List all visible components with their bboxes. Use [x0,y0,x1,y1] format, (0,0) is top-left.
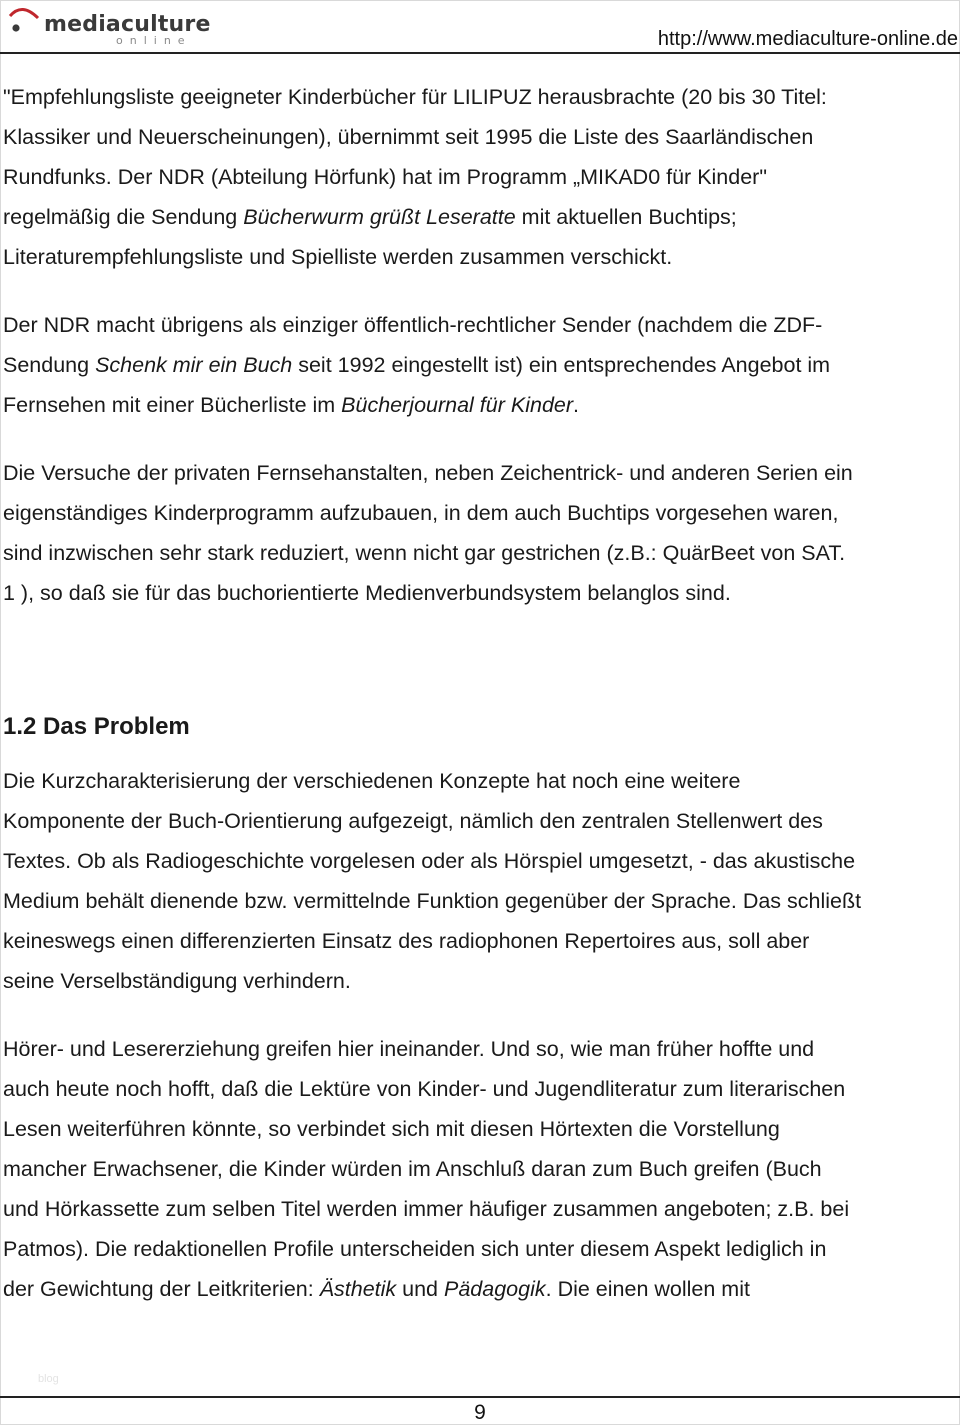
text-segment: Die Kurzcharakterisierung der verschiedenen Konzepte hat noch eine weitere [3,769,741,793]
watermark-text: blog [38,1373,59,1385]
text-segment: seit 1992 eingestellt ist) ein entsprechendes Angebot im [292,353,831,377]
text-line [3,1029,959,1069]
text-segment: Patmos). Die redaktionellen Profile unterscheiden sich unter diesem Aspekt lediglich in [3,1237,827,1261]
logo-mark-icon [8,4,48,48]
text-segment: regelmäßig die Sendung [3,205,244,229]
intro-paragraphs [3,77,959,613]
text-segment: Literaturempfehlungsliste und Spielliste werden zusammen verschickt. [3,245,673,269]
text-segment: Lesen weiterführen könnte, so verbindet sich mit diesen Hörtexten die Vorstellung [3,1117,780,1141]
text-segment: Der NDR macht übrigens als einziger öffentlich-rechtlicher Sender (nachdem die ZDF- [3,313,823,337]
text-line [3,881,959,921]
text-segment: der Gewichtung der Leitkriterien: [3,1277,320,1301]
text-line [3,197,959,237]
text-segment: Klassiker und Neuerscheinungen), übernimmt seit 1995 die Liste des Saarländischen [3,125,814,149]
page-number: 9 [474,1401,486,1424]
text-segment: 1 ), so daß sie für das buchorientierte Medienverbundsystem belanglos sind. [3,581,731,605]
text-segment: keineswegs einen differenzierten Einsatz des radiophonen Repertoires aus, soll aber [3,929,810,953]
text-segment: . Die einen wollen mit [545,1277,750,1301]
page-header [0,0,960,56]
italic-title: Bücherwurm grüßt Leseratte [243,205,516,229]
italic-title: Schenk mir ein Buch [95,353,293,377]
text-line [3,1189,959,1229]
footer-divider [0,1396,960,1398]
text-line [3,493,959,533]
logo-subtitle: online [116,34,192,47]
paragraph [3,77,959,277]
text-line [3,1069,959,1109]
italic-title: Bücherjournal für Kinder [341,393,574,417]
text-segment: seine Verselbständigung verhindern. [3,969,351,993]
text-line [3,385,959,425]
text-line [3,157,959,197]
text-line [3,453,959,493]
text-segment: auch heute noch hofft, daß die Lektüre von Kinder- und Jugendliteratur zum literarischen [3,1077,846,1101]
text-line [3,961,959,1001]
text-line [3,305,959,345]
text-segment: Hörer- und Lesererziehung greifen hier ineinander. Und so, wie man früher hoffte und [3,1037,815,1061]
text-segment: und Hörkassette zum selben Titel werden immer häufiger zusammen angeboten; z.B. bei [3,1197,850,1221]
paragraph [3,1029,959,1309]
text-line [3,921,959,961]
text-segment: sind inzwischen sehr stark reduziert, wenn nicht gar gestrichen (z.B.: QuärBeet von SAT. [3,541,846,565]
header-divider [0,52,960,54]
paragraph [3,453,959,613]
text-segment: Medium behält dienende bzw. vermittelnde Funktion gegenüber der Sprache. Das schließt [3,889,862,913]
text-line [3,801,959,841]
text-line [3,761,959,801]
paragraph [3,305,959,425]
text-segment: eigenständiges Kinderprogramm aufzubauen, in dem auch Buchtips vorgesehen waren, [3,501,839,525]
text-line [3,345,959,385]
text-line [3,1229,959,1269]
text-segment: Komponente der Buch-Orientierung aufgezeigt, nämlich den zentralen Stellenwert des [3,809,823,833]
header-url-link[interactable]: http://www.mediaculture-online.de [657,28,958,50]
text-segment: mancher Erwachsener, die Kinder würden im Anschluß daran zum Buch greifen (Buch [3,1157,822,1181]
section-paragraphs [3,761,959,1309]
text-segment: und [396,1277,444,1301]
mediaculture-logo[interactable] [8,4,211,48]
text-segment: "Empfehlungsliste geeigneter Kinderbücher für LILIPUZ herausbrachte (20 bis 30 Titel: [3,85,827,109]
text-segment: Fernsehen mit einer Bücherliste im [3,393,342,417]
document-body [3,77,959,1309]
text-segment: mit aktuellen Buchtips; [515,205,737,229]
logo-wordmark: mediaculture [44,12,211,37]
text-line [3,237,959,277]
text-line [3,573,959,613]
italic-title: Pädagogik [444,1277,546,1301]
paragraph [3,761,959,1001]
text-segment: Die Versuche der privaten Fernsehanstalten, neben Zeichentrick- und anderen Serien ein [3,461,853,485]
text-segment: Rundfunks. Der NDR (Abteilung Hörfunk) hat im Programm „MIKAD0 für Kinder" [3,165,767,189]
section-heading: 1.2 Das Problem [3,713,190,740]
text-line [3,533,959,573]
text-line [3,117,959,157]
text-line [3,841,959,881]
text-segment: . [573,393,580,417]
text-segment: Sendung [3,353,96,377]
text-line [3,1109,959,1149]
text-line [3,77,959,117]
italic-title: Ästhetik [319,1277,397,1301]
text-line [3,1269,959,1309]
text-segment: Textes. Ob als Radiogeschichte vorgelesen oder als Hörspiel umgesetzt, - das akustische [3,849,856,873]
text-line [3,1149,959,1189]
